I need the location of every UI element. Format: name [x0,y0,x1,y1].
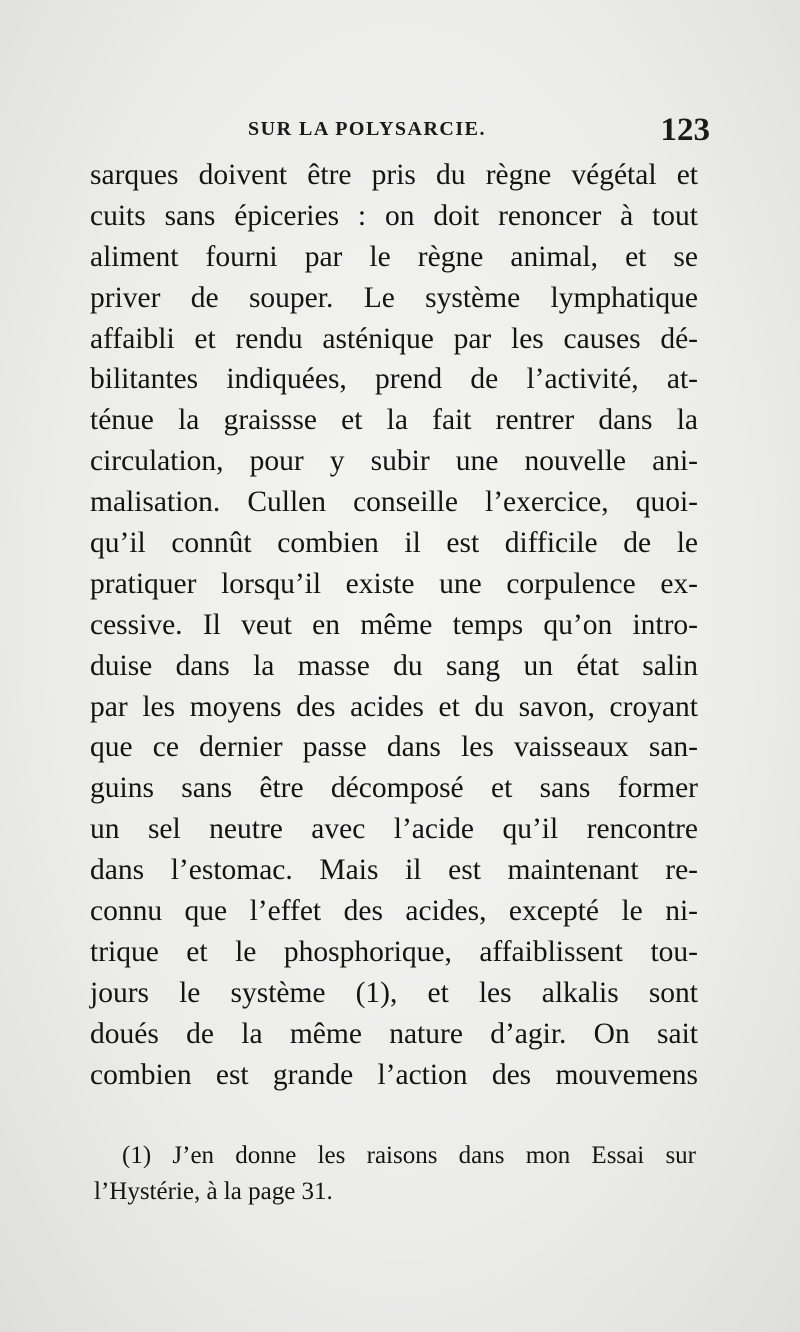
text-line: pratiquer lorsqu’il existe une corpulence ex- [90,567,698,600]
text-line: connu que l’effet des acides, excepté le ni- [90,895,698,928]
text-line: malisation. Cullen conseille l’exercice, quoi- [90,486,698,519]
text-line: par les moyens des acides et du savon, croyant [90,690,698,723]
text-line: priver de souper. Le système lymphatique [90,281,698,314]
text-line: guins sans être décomposé et sans former [90,772,698,805]
text-line: aliment fourni par le règne animal, et se [90,240,698,273]
text-line: doués de la même nature d’agir. On sait [90,1017,698,1050]
text-line: dans l’estomac. Mais il est maintenant re- [90,854,698,887]
text-line: trique et le phosphorique, affaiblissent tou- [90,935,698,968]
text-line: duise dans la masse du sang un état salin [90,649,698,682]
page-number: 123 [660,112,710,148]
text-line: cessive. Il veut en même temps qu’on intro- [90,608,698,641]
text-line: que ce dernier passe dans les vaisseaux san- [90,731,698,764]
footnote-line: l’Hystérie, à la page 31. [94,1178,333,1205]
text-line: circulation, pour y subir une nouvelle ani- [90,445,698,478]
text-line: un sel neutre avec l’acide qu’il rencontre [90,813,698,846]
text-line: affaibli et rendu asténique par les causes dé- [90,322,698,355]
text-line: qu’il connût combien il est difficile de le [90,527,698,560]
text-line: bilitantes indiquées, prend de l’activité, at- [90,363,698,396]
text-line: ténue la graissse et la fait rentrer dans la [90,404,698,437]
text-line: combien est grande l’action des mouvemens [90,1058,698,1091]
footnote [94,1138,696,1210]
text-line: cuits sans épiceries : on doit renoncer à tout [90,199,698,232]
footnote-line: (1) J’en donne les raisons dans mon Essai sur [122,1142,696,1169]
page-header [88,112,710,148]
text-line: jours le système (1), et les alkalis sont [90,976,698,1009]
body-text [90,155,698,1095]
text-line: sarques doivent être pris du règne végétal et [90,159,698,191]
running-title: SUR LA POLYSARCIE. [248,118,486,140]
